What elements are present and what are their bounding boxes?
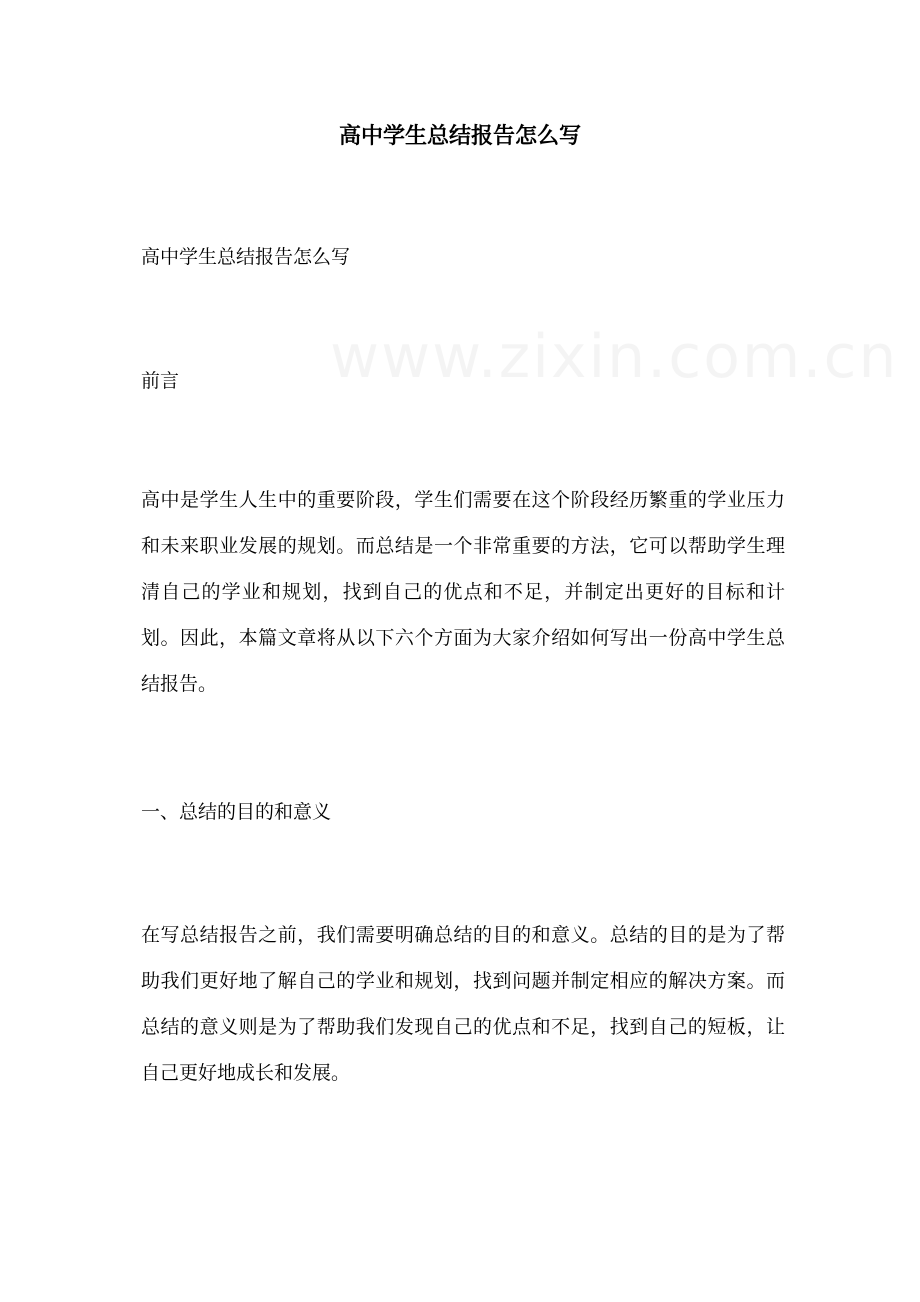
section1-paragraph: 在写总结报告之前，我们需要明确总结的目的和意义。总结的目的是为了帮助我们更好地了解自己的学业和规划，找到问题并制定相应的解决方案。而总结的意义则是为了帮助我们发现自己的优点和不足，找到自己的短板，让自己更好地成长和发展。 [141,924,785,1084]
watermark [330,322,898,392]
preface-heading: 前言 [141,370,180,392]
section1-heading: 一、总结的目的和意义 [141,801,332,823]
document-title: 高中学生总结报告怎么写 [338,123,581,149]
document-subtitle: 高中学生总结报告怎么写 [141,246,351,268]
preface-paragraph: 高中是学生人生中的重要阶段，学生们需要在这个阶段经历繁重的学业压力和未来职业发展的规划。而总结是一个非常重要的方法，它可以帮助学生理清自己的学业和规划，找到自己的优点和不足，并制定出更好的目标和计划。因此，本篇文章将从以下六个方面为大家介绍如何写出一份高中学生总结报告。 [141,489,785,695]
